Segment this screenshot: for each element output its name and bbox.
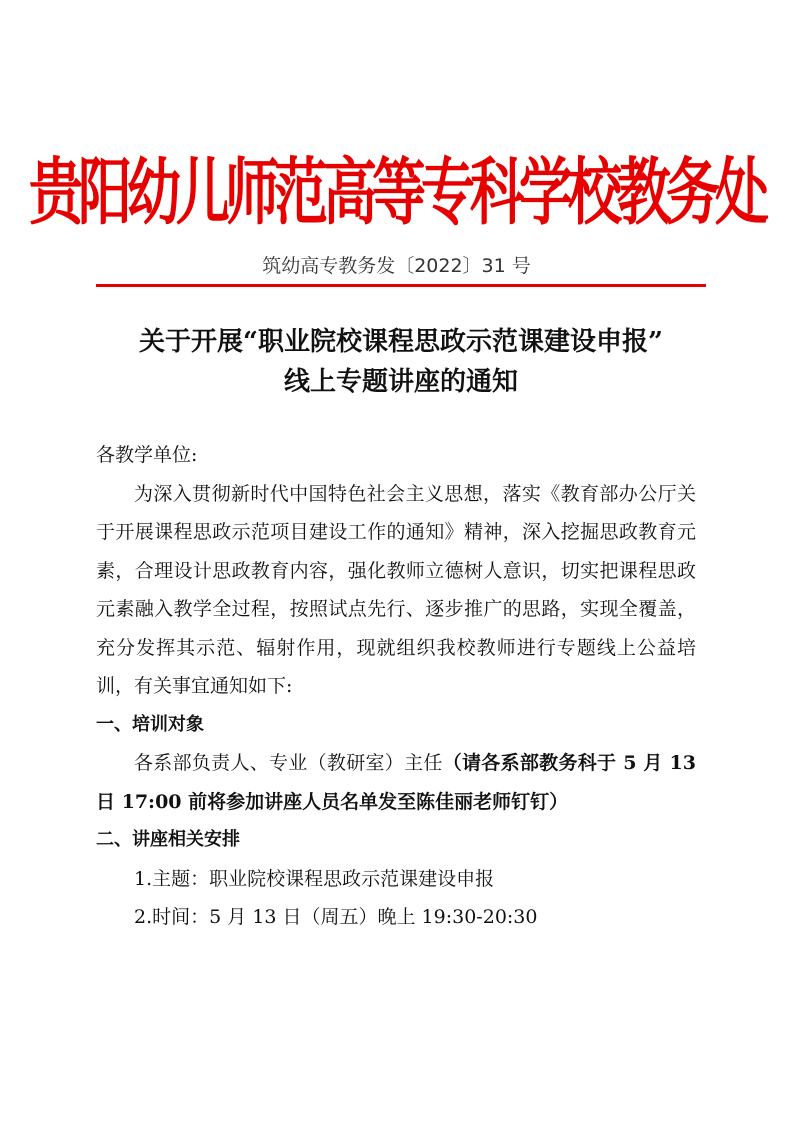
section-1-heading: 一、培训对象	[96, 713, 204, 735]
header-divider	[96, 284, 706, 287]
section-2-heading: 二、讲座相关安排	[96, 829, 240, 850]
document-number: 筑幼高专教务发〔2022〕31 号	[262, 255, 531, 277]
notice-title-line-2: 线上专题讲座的通知	[283, 367, 518, 397]
section-1-paragraph	[96, 744, 696, 821]
arrangement-item-topic: 1.主题：职业院校课程思政示范课建设申报	[134, 867, 495, 890]
section-1-note: （请各系部教务科于 5 月 13 日 17:00 前将参加讲座人员名单发至陈佳丽老师钉钉）	[96, 752, 696, 813]
salutation: 各教学单位:	[96, 444, 198, 466]
org-title: 贵阳幼儿师范高等专科学校教务处	[29, 149, 764, 235]
intro-paragraph: 为深入贯彻新时代中国特色社会主义思想，落实《教育部办公厅关于开展课程思政示范项目建设工作的通知》精神，深入挖掘思政教育元素，合理设计思政教育内容，强化教师立德树人意识，切实把课程思政元素融入教学全过程，按照试点先行、逐步推广的思路，实现全覆盖，充分发挥其示范、辐射作用，现就组织我校教师进行专题线上公益培训，有关事宜通知如下:	[96, 482, 696, 697]
notice-title	[96, 322, 706, 402]
arrangement-item-time: 2.时间：5 月 13 日（周五）晚上 19:30-20:30	[134, 906, 538, 928]
notice-body	[96, 436, 696, 937]
notice-title-line-1: 关于开展“职业院校课程思政示范课建设申报”	[139, 327, 663, 357]
section-1-text: 各系部负责人、专业（教研室）主任	[134, 752, 443, 774]
